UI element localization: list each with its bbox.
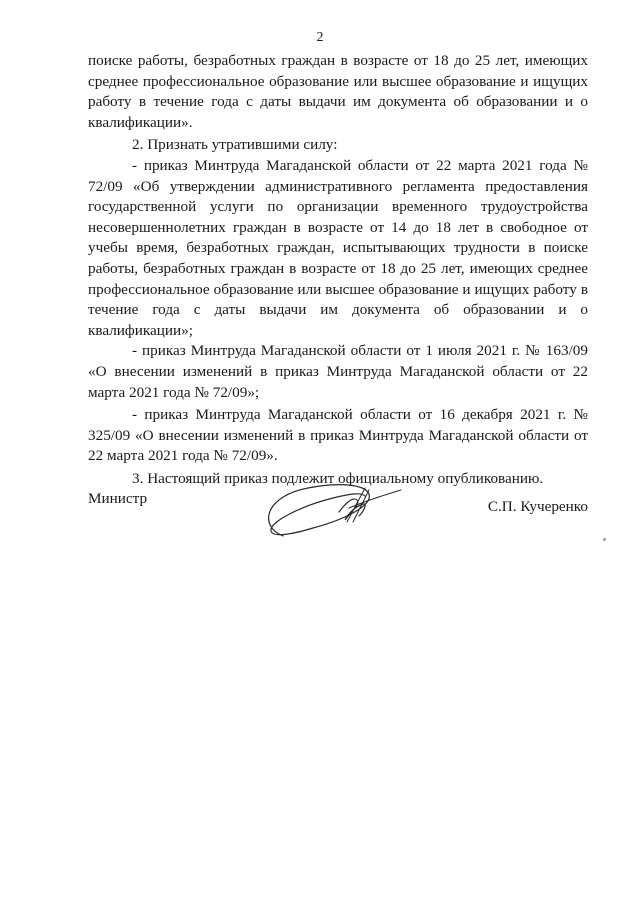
- paragraph-continuation: поиске работы, безработных граждан в возрасте от 18 до 25 лет, имеющих среднее профессиональное образование или высшее образование и ищущих работу в течение года с даты выдачи им документа об образовании и о квалификации».: [88, 52, 588, 131]
- signatory-name: С.П. Кучеренко: [487, 498, 588, 515]
- scan-artifact: [603, 538, 606, 541]
- paragraph-repealed-order-3: - приказ Минтруда Магаданской области от 16 декабря 2021 г. № 325/09 «О внесении изменений в приказ Минтруда Магаданской области от 22 марта 2021 года № 72/09».: [88, 406, 588, 465]
- paragraph-repealed-order-2: - приказ Минтруда Магаданской области от 1 июля 2021 г. № 163/09 «О внесении изменений в приказ Минтруда Магаданской области от 22 марта 2021 года № 72/09»;: [88, 342, 588, 401]
- paragraph-repealed-order-1: - приказ Минтруда Магаданской области от 22 марта 2021 года № 72/09 «Об утверждении административного регламента предоставления государственной услуги по организации временного трудоустройства несовершеннолетних граждан в возрасте от 14 до 18 лет в свободное от учебы время, безработных граждан, испытывающих трудности в поиске работы, безработных граждан в возрасте от 18 до 25 лет, имеющих среднее профессиональное образование или высшее образование и ищущих работу в течение года с даты выдачи им документа об образовании и о квалификации»;: [88, 156, 588, 339]
- signature-block: [88, 490, 588, 560]
- paragraph-item-3: 3. Настоящий приказ подлежит официальному опубликованию.: [132, 469, 544, 487]
- signatory-title: Министр: [88, 490, 148, 507]
- page-number: 2: [316, 30, 324, 45]
- document-body: [88, 51, 588, 489]
- paragraph-item-2: 2. Признать утратившими силу:: [132, 136, 338, 154]
- handwritten-signature: [253, 476, 403, 548]
